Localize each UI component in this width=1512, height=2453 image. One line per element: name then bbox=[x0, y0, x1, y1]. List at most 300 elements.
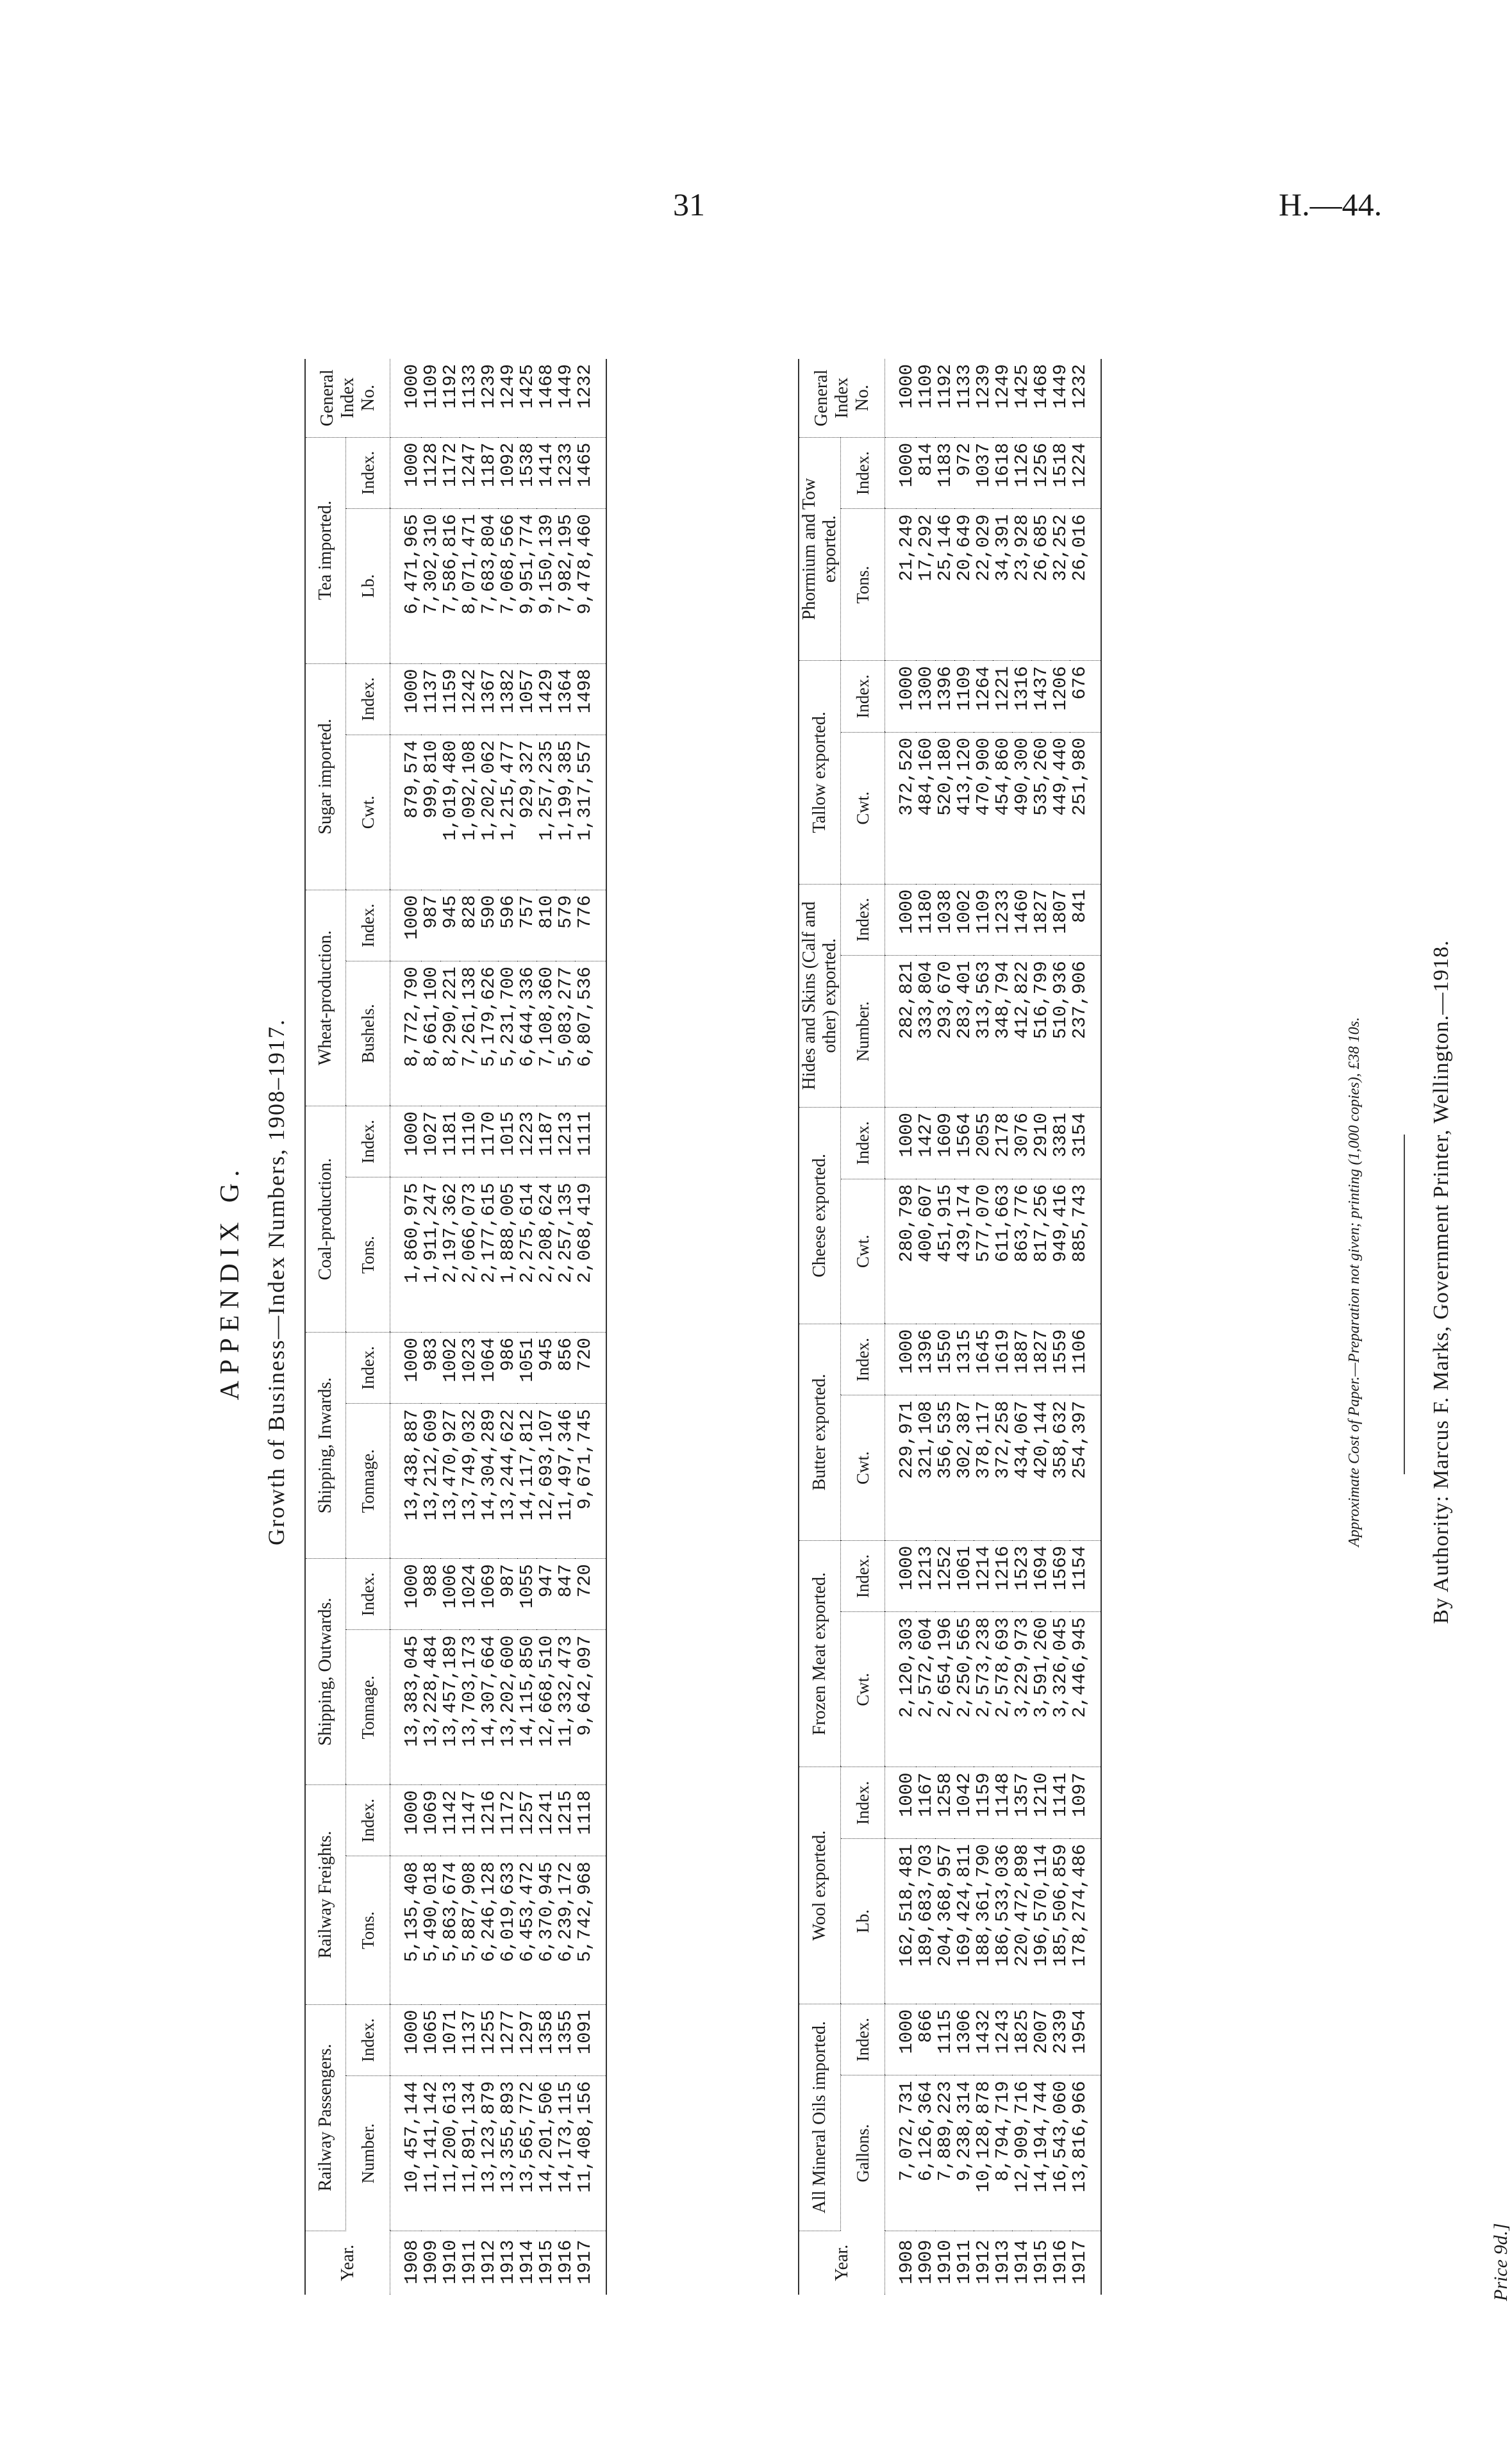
value-cell: 6,246,128 bbox=[479, 1856, 498, 2004]
index-cell: 1619 bbox=[993, 1324, 1012, 1395]
value-cell: 5,742,968 bbox=[575, 1856, 606, 2004]
value-cell: 169,424,811 bbox=[954, 1838, 974, 2004]
value-cell: 1,199,385 bbox=[556, 735, 575, 890]
index-cell: 1224 bbox=[1070, 437, 1101, 509]
index-cell: 1550 bbox=[935, 1324, 954, 1395]
index-cell: 1181 bbox=[440, 1106, 460, 1177]
value-cell: 520,180 bbox=[935, 732, 954, 884]
index-cell: 1141 bbox=[1051, 1767, 1070, 1839]
index-cell: 3076 bbox=[1012, 1108, 1031, 1179]
index-cell: 1038 bbox=[935, 884, 954, 956]
index-cell: 1827 bbox=[1031, 884, 1051, 956]
value-cell: 358,632 bbox=[1051, 1395, 1070, 1540]
index-cell: 1000 bbox=[885, 2004, 917, 2075]
value-cell: 5,179,626 bbox=[479, 961, 498, 1106]
index-cell: 1097 bbox=[1070, 1767, 1101, 1839]
year-cell: 1913 bbox=[992, 2240, 1013, 2284]
index-cell: 1000 bbox=[390, 1332, 422, 1403]
table-row bbox=[536, 359, 556, 2295]
value-cell: 400,607 bbox=[916, 1179, 935, 1324]
value-cell: 439,174 bbox=[954, 1179, 974, 1324]
value-cell: 12,693,107 bbox=[536, 1404, 556, 1559]
index-cell: 1300 bbox=[916, 661, 935, 733]
year-header: Year. bbox=[305, 2231, 390, 2295]
value-cell: 3,591,260 bbox=[1031, 1612, 1051, 1767]
index-cell: 1256 bbox=[1031, 437, 1051, 509]
value-cell: 5,863,674 bbox=[440, 1856, 460, 2004]
value-cell: 186,533,036 bbox=[993, 1838, 1012, 2004]
value-cell: 14,115,850 bbox=[517, 1630, 536, 1785]
value-cell: 8,794,719 bbox=[993, 2075, 1012, 2231]
year-cell: 1917 bbox=[1068, 2240, 1090, 2284]
value-cell: 577,070 bbox=[974, 1179, 993, 1324]
general-index-cell: 1192 bbox=[935, 359, 954, 437]
value-cell: 178,274,486 bbox=[1070, 1838, 1101, 2004]
general-index-cell: 1232 bbox=[1070, 359, 1101, 437]
value-cell: 535,260 bbox=[1031, 732, 1051, 884]
group-header: Butter exported. bbox=[799, 1324, 841, 1540]
value-cell: 378,117 bbox=[974, 1395, 993, 1540]
value-cell: 449,440 bbox=[1051, 732, 1070, 884]
index-cell: 1297 bbox=[517, 2004, 536, 2075]
value-cell: 11,141,142 bbox=[421, 2076, 440, 2231]
index-cell: 1427 bbox=[916, 1108, 935, 1179]
value-cell: 516,799 bbox=[1031, 956, 1051, 1108]
value-cell: 1,911,247 bbox=[421, 1177, 440, 1333]
value-cell: 454,860 bbox=[993, 732, 1012, 884]
table-row bbox=[575, 359, 606, 2295]
table-row bbox=[556, 359, 575, 2295]
index-cell: 1024 bbox=[460, 1559, 479, 1630]
index-cell: 1396 bbox=[935, 661, 954, 733]
value-cell: 8,661,100 bbox=[421, 961, 440, 1106]
value-cell: 283,401 bbox=[954, 956, 974, 1108]
index-cell: 947 bbox=[536, 1559, 556, 1630]
value-cell: 6,644,336 bbox=[517, 961, 536, 1106]
table-row bbox=[954, 359, 974, 2295]
value-cell: 949,416 bbox=[1051, 1179, 1070, 1324]
value-cell: 282,821 bbox=[885, 956, 917, 1108]
index-cell: 1172 bbox=[440, 437, 460, 508]
general-index-cell: 1468 bbox=[536, 359, 556, 437]
table-row bbox=[1051, 359, 1070, 2295]
value-cell: 204,368,957 bbox=[935, 1838, 954, 2004]
index-cell: 1523 bbox=[1012, 1540, 1031, 1612]
index-cell: 1002 bbox=[440, 1332, 460, 1403]
index-cell: 1214 bbox=[974, 1540, 993, 1612]
index-cell: 1172 bbox=[498, 1785, 517, 1856]
value-cell: 10,457,144 bbox=[390, 2076, 422, 2231]
value-cell: 372,520 bbox=[885, 732, 917, 884]
value-cell: 10,128,878 bbox=[974, 2075, 993, 2231]
index-cell: 1000 bbox=[390, 2004, 422, 2075]
general-index-cell: 1449 bbox=[556, 359, 575, 437]
value-cell: 26,685 bbox=[1031, 509, 1051, 661]
index-cell: 1807 bbox=[1051, 884, 1070, 956]
table-heading: Growth of Business—Index Numbers, 1908–1917. bbox=[263, 1019, 289, 1545]
unit-header: Tons. bbox=[346, 1856, 390, 2004]
index-cell: 814 bbox=[916, 437, 935, 509]
value-cell: 7,068,566 bbox=[498, 508, 517, 663]
value-cell: 313,563 bbox=[974, 956, 993, 1108]
index-cell: 1367 bbox=[479, 663, 498, 735]
value-cell: 2,572,604 bbox=[916, 1612, 935, 1767]
index-cell: 1057 bbox=[517, 663, 536, 735]
value-cell: 13,212,609 bbox=[421, 1404, 440, 1559]
value-cell: 20,649 bbox=[954, 509, 974, 661]
group-header: Railway Passengers. bbox=[305, 2004, 346, 2231]
value-cell: 1,888,005 bbox=[498, 1177, 517, 1333]
index-cell: 720 bbox=[575, 1332, 606, 1403]
value-cell: 5,231,700 bbox=[498, 961, 517, 1106]
index-cell: 1242 bbox=[460, 663, 479, 735]
index-cell: 1000 bbox=[390, 1106, 422, 1177]
index-cell: 1538 bbox=[517, 437, 536, 508]
value-cell: 11,200,613 bbox=[440, 2076, 460, 2231]
index-cell: 866 bbox=[916, 2004, 935, 2075]
index-cell: 3381 bbox=[1051, 1108, 1070, 1179]
index-header: Index. bbox=[841, 1324, 885, 1395]
value-cell: 348,794 bbox=[993, 956, 1012, 1108]
value-cell: 11,408,156 bbox=[575, 2076, 606, 2231]
index-cell: 828 bbox=[460, 890, 479, 961]
general-index-cell: 1249 bbox=[498, 359, 517, 437]
value-cell: 470,900 bbox=[974, 732, 993, 884]
index-header: Index. bbox=[841, 2004, 885, 2075]
value-cell: 237,906 bbox=[1070, 956, 1101, 1108]
value-cell: 13,816,966 bbox=[1070, 2075, 1101, 2231]
index-cell: 1167 bbox=[916, 1767, 935, 1839]
index-cell: 1559 bbox=[1051, 1324, 1070, 1395]
value-cell: 6,370,945 bbox=[536, 1856, 556, 2004]
group-header: Shipping, Inwards. bbox=[305, 1332, 346, 1558]
index-cell: 1216 bbox=[479, 1785, 498, 1856]
index-cell: 1954 bbox=[1070, 2004, 1101, 2075]
value-cell: 13,470,927 bbox=[440, 1404, 460, 1559]
index-cell: 776 bbox=[575, 890, 606, 961]
index-cell: 1069 bbox=[421, 1785, 440, 1856]
index-cell: 1142 bbox=[440, 1785, 460, 1856]
index-cell: 1110 bbox=[460, 1106, 479, 1177]
value-cell: 510,936 bbox=[1051, 956, 1070, 1108]
index-cell: 1825 bbox=[1012, 2004, 1031, 2075]
general-index-cell: 1449 bbox=[1051, 359, 1070, 437]
value-cell: 2,068,419 bbox=[575, 1177, 606, 1333]
index-cell: 1315 bbox=[954, 1324, 974, 1395]
year-cell: 1912 bbox=[972, 2240, 994, 2284]
index-cell: 1465 bbox=[575, 437, 606, 508]
index-cell: 590 bbox=[479, 890, 498, 961]
index-cell: 720 bbox=[575, 1559, 606, 1630]
index-cell: 987 bbox=[421, 890, 440, 961]
index-cell: 1223 bbox=[517, 1106, 536, 1177]
index-cell: 1000 bbox=[390, 890, 422, 961]
value-cell: 356,535 bbox=[935, 1395, 954, 1540]
value-cell: 999,810 bbox=[421, 735, 440, 890]
value-cell: 9,238,314 bbox=[954, 2075, 974, 2231]
year-cell: 1908 bbox=[401, 2240, 422, 2284]
year-cell: 1913 bbox=[497, 2240, 519, 2284]
index-cell: 757 bbox=[517, 890, 536, 961]
index-cell: 2339 bbox=[1051, 2004, 1070, 2075]
index-header: Index. bbox=[346, 1559, 390, 1630]
table-row bbox=[885, 359, 917, 2295]
value-cell: 12,668,510 bbox=[536, 1630, 556, 1785]
year-cell: 1908 bbox=[895, 2240, 917, 2284]
index-cell: 1216 bbox=[993, 1540, 1012, 1612]
index-cell: 1429 bbox=[536, 663, 556, 735]
value-cell: 2,177,615 bbox=[479, 1177, 498, 1333]
value-cell: 7,982,195 bbox=[556, 508, 575, 663]
value-cell: 1,215,477 bbox=[498, 735, 517, 890]
value-cell: 9,671,745 bbox=[575, 1404, 606, 1559]
value-cell: 302,387 bbox=[954, 1395, 974, 1540]
value-cell: 7,261,138 bbox=[460, 961, 479, 1106]
unit-header: Tonnage. bbox=[346, 1630, 390, 1785]
unit-header: Tons. bbox=[346, 1177, 390, 1333]
value-cell: 185,506,859 bbox=[1051, 1838, 1070, 2004]
index-cell: 1364 bbox=[556, 663, 575, 735]
value-cell: 8,290,221 bbox=[440, 961, 460, 1106]
value-cell: 6,126,364 bbox=[916, 2075, 935, 2231]
index-cell: 1255 bbox=[479, 2004, 498, 2075]
index-header: Index. bbox=[841, 884, 885, 956]
index-cell: 1355 bbox=[556, 2004, 575, 2075]
value-cell: 34,391 bbox=[993, 509, 1012, 661]
value-cell: 9,150,139 bbox=[536, 508, 556, 663]
table-row bbox=[1031, 359, 1051, 2295]
index-cell: 1460 bbox=[1012, 884, 1031, 956]
value-cell: 6,453,472 bbox=[517, 1856, 536, 2004]
index-cell: 972 bbox=[954, 437, 974, 509]
index-cell: 1221 bbox=[993, 661, 1012, 733]
general-index-cell: 1133 bbox=[954, 359, 974, 437]
index-cell: 1257 bbox=[517, 1785, 536, 1856]
table-row bbox=[460, 359, 479, 2295]
value-cell: 8,071,471 bbox=[460, 508, 479, 663]
table-row bbox=[390, 359, 422, 2295]
value-cell: 7,072,731 bbox=[885, 2075, 917, 2231]
index-cell: 1247 bbox=[460, 437, 479, 508]
year-cell: 1914 bbox=[1011, 2240, 1033, 2284]
index-cell: 1000 bbox=[390, 663, 422, 735]
value-cell: 929,327 bbox=[517, 735, 536, 890]
group-header: Sugar imported. bbox=[305, 663, 346, 890]
index-table-2 bbox=[798, 359, 1102, 2295]
value-cell: 13,244,622 bbox=[498, 1404, 517, 1559]
value-cell: 2,654,196 bbox=[935, 1612, 954, 1767]
value-cell: 21,249 bbox=[885, 509, 917, 661]
value-cell: 13,457,189 bbox=[440, 1630, 460, 1785]
index-cell: 2055 bbox=[974, 1108, 993, 1179]
index-cell: 1137 bbox=[460, 2004, 479, 2075]
table-row bbox=[1012, 359, 1031, 2295]
index-cell: 841 bbox=[1070, 884, 1101, 956]
general-index-cell: 1425 bbox=[1012, 359, 1031, 437]
value-cell: 1,092,108 bbox=[460, 735, 479, 890]
value-cell: 611,663 bbox=[993, 1179, 1012, 1324]
index-cell: 1154 bbox=[1070, 1540, 1101, 1612]
general-index-cell: 1232 bbox=[575, 359, 606, 437]
index-cell: 1126 bbox=[1012, 437, 1031, 509]
table-row bbox=[916, 359, 935, 2295]
index-cell: 1055 bbox=[517, 1559, 536, 1630]
index-cell: 1437 bbox=[1031, 661, 1051, 733]
value-cell: 229,971 bbox=[885, 1395, 917, 1540]
index-cell: 1159 bbox=[974, 1767, 993, 1839]
value-cell: 251,980 bbox=[1070, 732, 1101, 884]
value-cell: 13,383,045 bbox=[390, 1630, 422, 1785]
index-cell: 1694 bbox=[1031, 1540, 1051, 1612]
index-cell: 1037 bbox=[974, 437, 993, 509]
index-cell: 1006 bbox=[440, 1559, 460, 1630]
value-cell: 22,029 bbox=[974, 509, 993, 661]
value-cell: 5,083,277 bbox=[556, 961, 575, 1106]
index-cell: 1111 bbox=[575, 1106, 606, 1177]
index-header: Index. bbox=[841, 1108, 885, 1179]
value-cell: 188,361,790 bbox=[974, 1838, 993, 2004]
unit-header: Lb. bbox=[346, 508, 390, 663]
table-row bbox=[440, 359, 460, 2295]
index-cell: 1069 bbox=[479, 1559, 498, 1630]
value-cell: 13,749,032 bbox=[460, 1404, 479, 1559]
index-cell: 1000 bbox=[390, 1559, 422, 1630]
value-cell: 293,670 bbox=[935, 956, 954, 1108]
document-reference: H.—44. bbox=[1279, 187, 1383, 222]
index-cell: 1118 bbox=[575, 1785, 606, 1856]
cost-of-paper-note: Approximate Cost of Paper.—Preparation not given; printing (1,000 copies), £38 10s. bbox=[1346, 1017, 1363, 1547]
index-cell: 1206 bbox=[1051, 661, 1070, 733]
value-cell: 189,683,703 bbox=[916, 1838, 935, 2004]
index-cell: 1147 bbox=[460, 1785, 479, 1856]
value-cell: 12,909,716 bbox=[1012, 2075, 1031, 2231]
value-cell: 863,776 bbox=[1012, 1179, 1031, 1324]
index-header: Index. bbox=[841, 1540, 885, 1612]
index-cell: 1618 bbox=[993, 437, 1012, 509]
value-cell: 7,889,223 bbox=[935, 2075, 954, 2231]
unit-header: Cwt. bbox=[841, 1395, 885, 1540]
general-index-cell: 1468 bbox=[1031, 359, 1051, 437]
unit-header: Bushels. bbox=[346, 961, 390, 1106]
index-cell: 983 bbox=[421, 1332, 440, 1403]
unit-header: Tonnage. bbox=[346, 1404, 390, 1559]
value-cell: 6,019,633 bbox=[498, 1856, 517, 2004]
index-cell: 987 bbox=[498, 1559, 517, 1630]
index-cell: 1015 bbox=[498, 1106, 517, 1177]
index-header: Index. bbox=[346, 890, 390, 961]
index-cell: 856 bbox=[556, 1332, 575, 1403]
index-cell: 579 bbox=[556, 890, 575, 961]
index-cell: 1609 bbox=[935, 1108, 954, 1179]
index-cell: 2007 bbox=[1031, 2004, 1051, 2075]
group-header: Frozen Meat exported. bbox=[799, 1540, 841, 1767]
index-header: Index. bbox=[346, 1106, 390, 1177]
index-cell: 1277 bbox=[498, 2004, 517, 2075]
unit-header: Number. bbox=[346, 2076, 390, 2231]
table-row bbox=[1070, 359, 1101, 2295]
general-index-cell: 1109 bbox=[916, 359, 935, 437]
index-cell: 1000 bbox=[885, 661, 917, 733]
value-cell: 7,108,360 bbox=[536, 961, 556, 1106]
index-cell: 1170 bbox=[479, 1106, 498, 1177]
index-cell: 1000 bbox=[885, 1108, 917, 1179]
index-cell: 1827 bbox=[1031, 1324, 1051, 1395]
value-cell: 412,822 bbox=[1012, 956, 1031, 1108]
value-cell: 13,202,600 bbox=[498, 1630, 517, 1785]
year-header: Year. bbox=[799, 2231, 885, 2295]
value-cell: 14,173,115 bbox=[556, 2076, 575, 2231]
value-cell: 13,123,879 bbox=[479, 2076, 498, 2231]
index-cell: 1042 bbox=[954, 1767, 974, 1839]
value-cell: 13,355,893 bbox=[498, 2076, 517, 2231]
index-cell: 1358 bbox=[536, 2004, 556, 2075]
value-cell: 484,160 bbox=[916, 732, 935, 884]
index-cell: 1645 bbox=[974, 1324, 993, 1395]
value-cell: 17,292 bbox=[916, 509, 935, 661]
unit-header: Cwt. bbox=[841, 1179, 885, 1324]
value-cell: 280,798 bbox=[885, 1179, 917, 1324]
general-index-cell: 1000 bbox=[390, 359, 422, 437]
value-cell: 420,144 bbox=[1031, 1395, 1051, 1540]
value-cell: 2,257,135 bbox=[556, 1177, 575, 1333]
unit-header: Cwt. bbox=[841, 732, 885, 884]
value-cell: 2,208,624 bbox=[536, 1177, 556, 1333]
index-cell: 1000 bbox=[885, 884, 917, 956]
value-cell: 13,565,772 bbox=[517, 2076, 536, 2231]
value-cell: 1,202,062 bbox=[479, 735, 498, 890]
year-cell: 1916 bbox=[1049, 2240, 1071, 2284]
value-cell: 1,860,975 bbox=[390, 1177, 422, 1333]
year-cell: 1917 bbox=[574, 2240, 595, 2284]
index-cell: 1109 bbox=[954, 661, 974, 733]
value-cell: 1,257,235 bbox=[536, 735, 556, 890]
index-header: Index. bbox=[346, 437, 390, 508]
index-cell: 1887 bbox=[1012, 1324, 1031, 1395]
general-index-cell: 1133 bbox=[460, 359, 479, 437]
price-label: Price 9d.] bbox=[1490, 2223, 1511, 2301]
value-cell: 11,497,346 bbox=[556, 1404, 575, 1559]
index-cell: 988 bbox=[421, 1559, 440, 1630]
value-cell: 6,471,965 bbox=[390, 508, 422, 663]
index-cell: 1213 bbox=[916, 1540, 935, 1612]
index-cell: 1091 bbox=[575, 2004, 606, 2075]
index-cell: 1382 bbox=[498, 663, 517, 735]
unit-header: Tons. bbox=[841, 509, 885, 661]
value-cell: 413,120 bbox=[954, 732, 974, 884]
general-index-cell: 1249 bbox=[993, 359, 1012, 437]
value-cell: 5,490,018 bbox=[421, 1856, 440, 2004]
value-cell: 162,518,481 bbox=[885, 1838, 917, 2004]
year-cell: 1915 bbox=[535, 2240, 557, 2284]
value-cell: 25,146 bbox=[935, 509, 954, 661]
value-cell: 885,743 bbox=[1070, 1179, 1101, 1324]
table-row bbox=[517, 359, 536, 2295]
value-cell: 13,228,484 bbox=[421, 1630, 440, 1785]
unit-header: Lb. bbox=[841, 1838, 885, 2004]
value-cell: 372,258 bbox=[993, 1395, 1012, 1540]
index-cell: 1187 bbox=[536, 1106, 556, 1177]
printer-authority: By Authority: Marcus F. Marks, Government Printer, Wellington.—1918. bbox=[1429, 940, 1453, 1624]
value-cell: 2,275,614 bbox=[517, 1177, 536, 1333]
year-cell: 1914 bbox=[516, 2240, 538, 2284]
value-cell: 14,194,744 bbox=[1031, 2075, 1051, 2231]
index-cell: 1159 bbox=[440, 663, 460, 735]
value-cell: 879,574 bbox=[390, 735, 422, 890]
index-cell: 1241 bbox=[536, 1785, 556, 1856]
index-cell: 1215 bbox=[556, 1785, 575, 1856]
value-cell: 32,252 bbox=[1051, 509, 1070, 661]
value-cell: 2,197,362 bbox=[440, 1177, 460, 1333]
